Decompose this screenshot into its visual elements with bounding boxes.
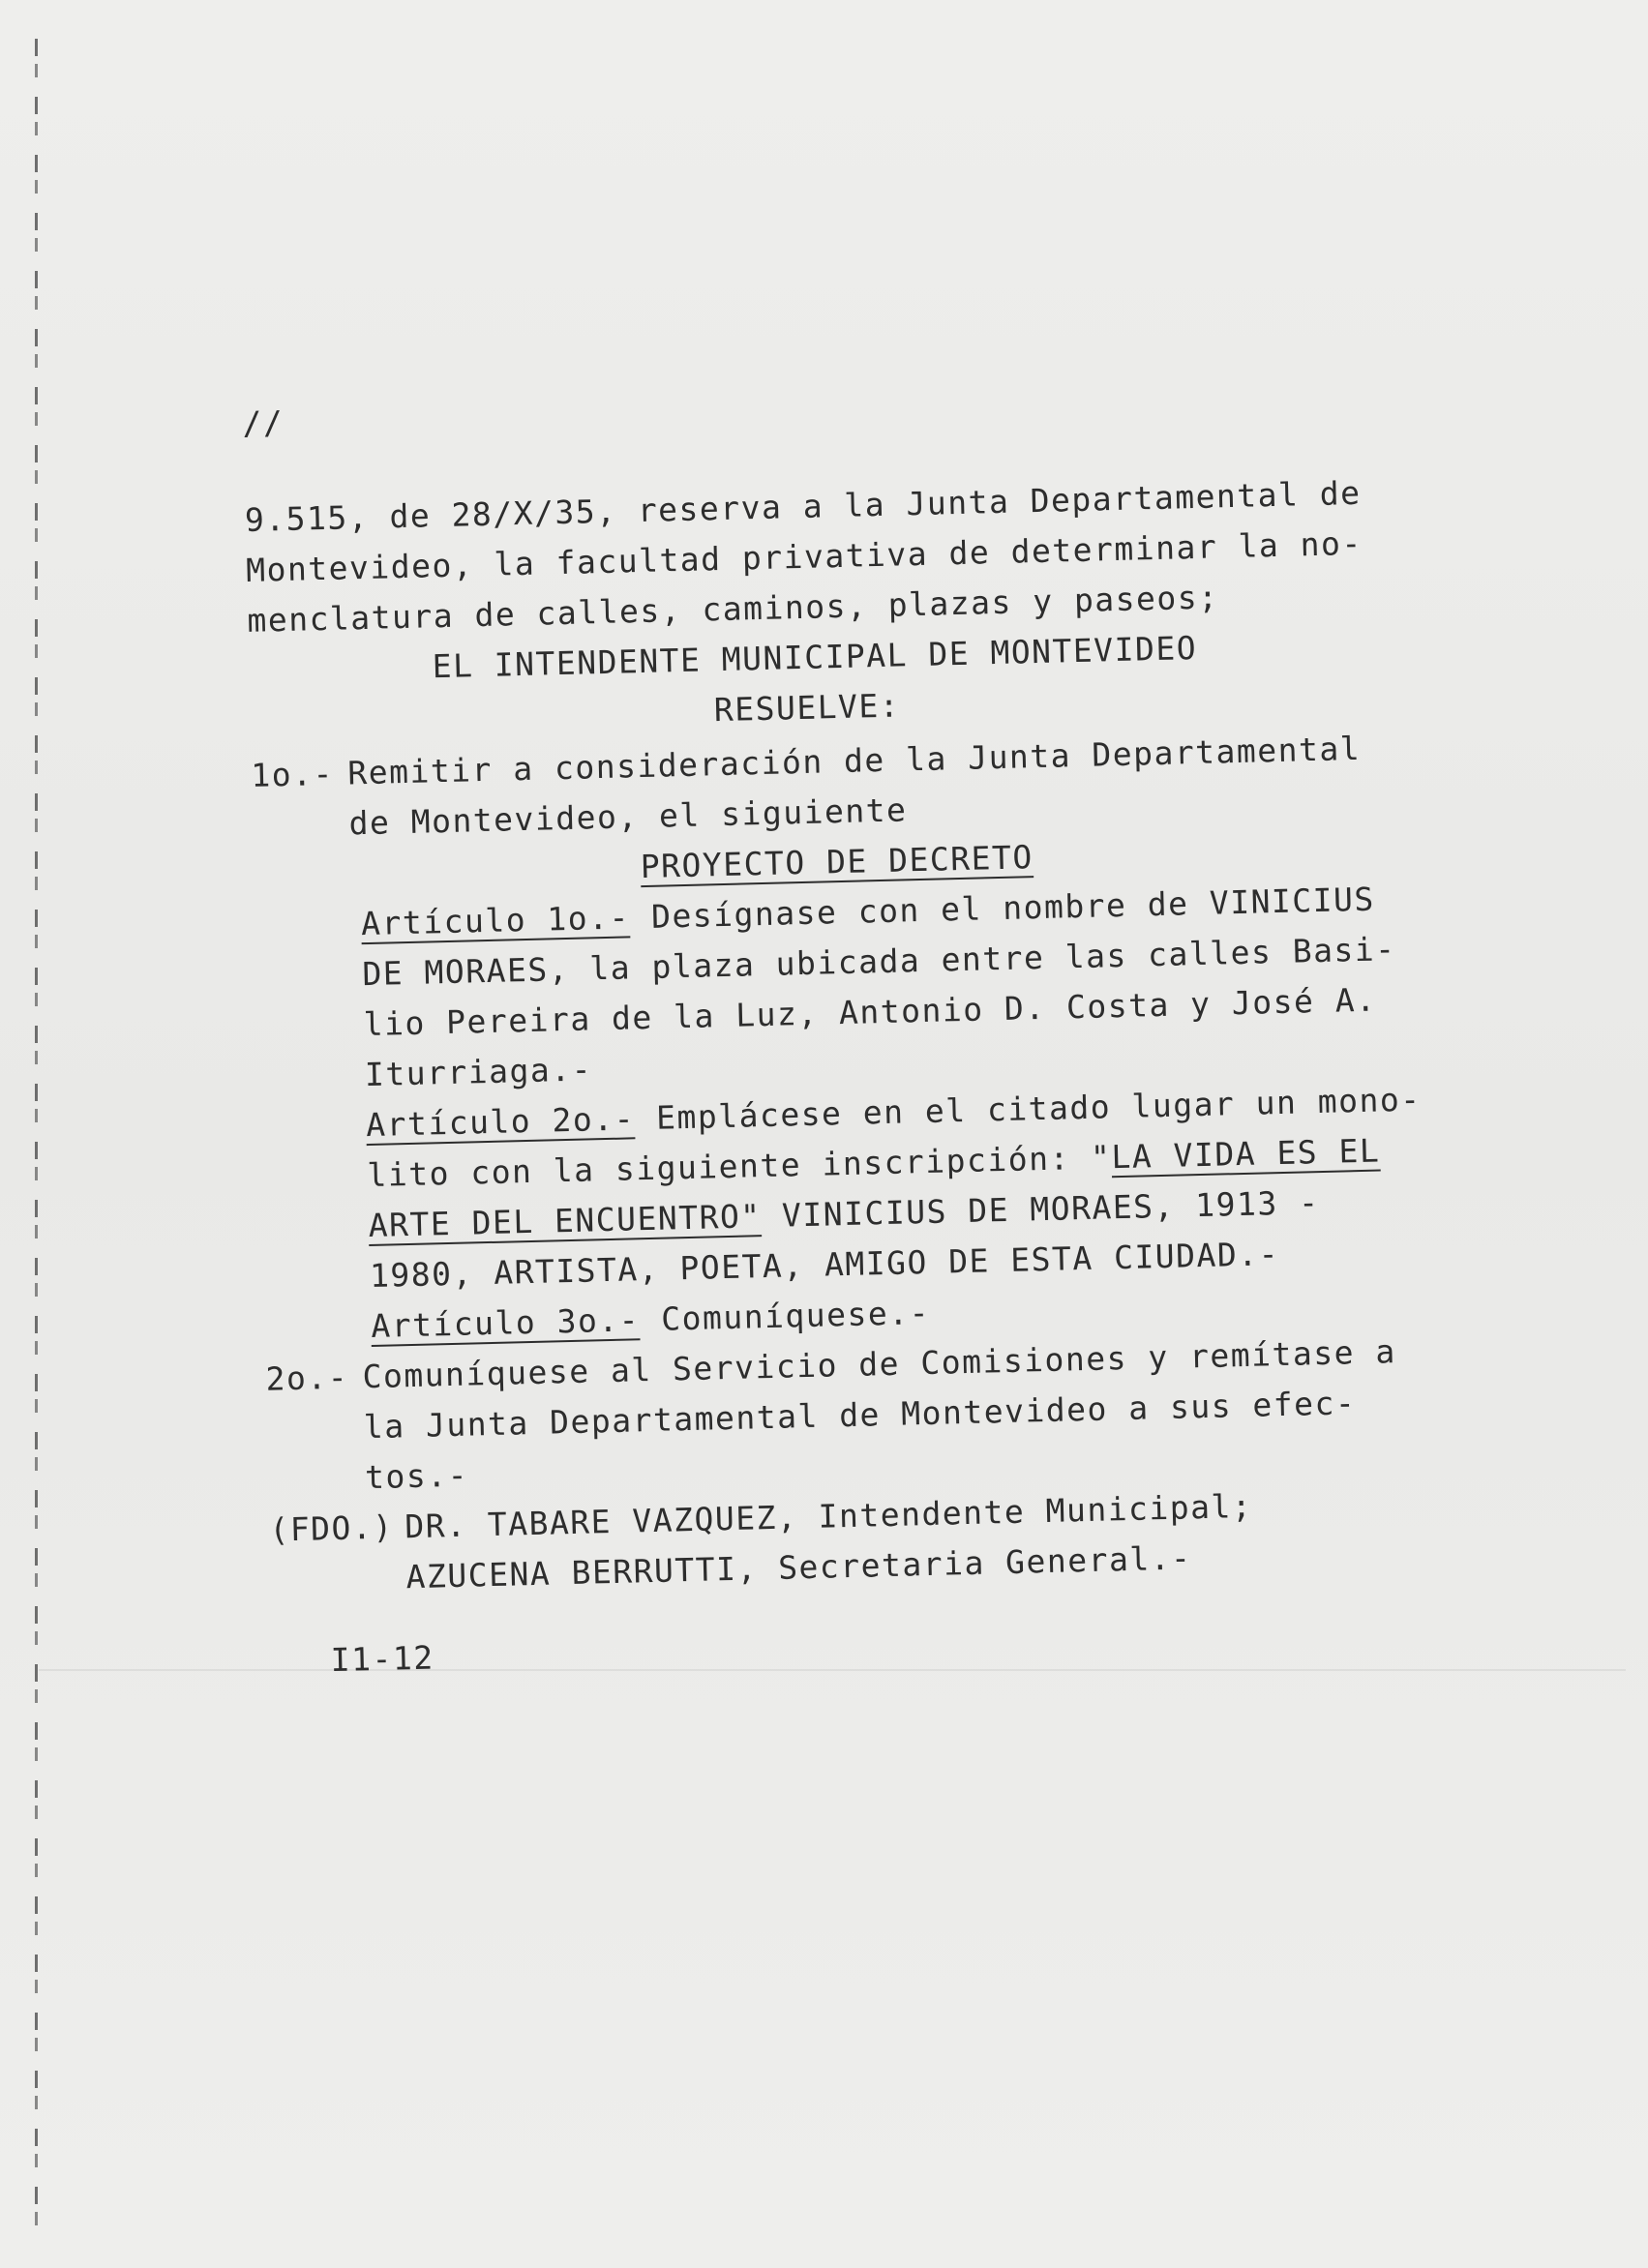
article-1-line-3: lio Pereira de la Luz, Antonio D. Costa y José A. xyxy=(363,980,1377,1044)
point-1-number: 1o.- xyxy=(250,754,335,794)
point-1-line-1: Remitir a consideración de la Junta Departamental xyxy=(346,729,1362,792)
inscription-part-1: LA VIDA ES EL xyxy=(1111,1131,1381,1177)
article-2-line-2-text: lito con la siguiente inscripción: " xyxy=(367,1138,1112,1195)
article-1-line-2: DE MORAES, la plaza ubicada entre las calles Basi- xyxy=(361,930,1396,994)
signatures-prefix: (FDO.) xyxy=(268,1507,395,1549)
article-1-line-1: Desígnase con el nombre de VINICIUS xyxy=(650,880,1376,936)
footer-reference: I1-12 xyxy=(330,1638,435,1680)
article-1-label: Artículo 1o.- xyxy=(360,898,631,943)
continuation-mark: // xyxy=(242,403,285,442)
preamble-line-1: 9.515, de 28/X/35, reserva a la Junta Departamental de xyxy=(244,473,1362,539)
signature-line-1: DR. TABARE VAZQUEZ, Intendente Municipal; xyxy=(404,1486,1253,1546)
resolves-heading: RESUELVE: xyxy=(713,686,901,730)
signature-line-2: AZUCENA BERRUTTI, Secretaria General.- xyxy=(405,1538,1192,1597)
point-1-line-2: de Montevideo, el siguiente xyxy=(348,791,908,843)
point-2-line-3: tos.- xyxy=(364,1455,469,1497)
point-2-number: 2o.- xyxy=(265,1358,349,1398)
point-2-line-2: la Junta Departamental de Montevideo a sus efec- xyxy=(363,1384,1357,1447)
article-3-label: Artículo 3o.- xyxy=(370,1300,641,1346)
decree-title: PROYECTO DE DECRETO xyxy=(640,838,1034,886)
preamble-line-3: menclatura de calles, caminos, plazas y paseos; xyxy=(246,578,1219,640)
fold-line xyxy=(39,1669,1626,1671)
preamble-line-2: Montevideo, la facultad privativa de determinar la no- xyxy=(245,523,1363,589)
article-2-line-1: Emplácese en el citado lugar un mono- xyxy=(655,1080,1422,1137)
authority-title: EL INTENDENTE MUNICIPAL DE MONTEVIDEO xyxy=(432,628,1198,686)
article-3-text: Comuníquese.- xyxy=(660,1293,931,1338)
perforated-edge xyxy=(35,39,38,2245)
article-2-line-4: 1980, ARTISTA, POETA, AMIGO DE ESTA CIUDAD.- xyxy=(369,1235,1280,1296)
article-2-line-3-text: VINICIUS DE MORAES, 1913 - xyxy=(761,1183,1320,1236)
article-2-label: Artículo 2o.- xyxy=(365,1099,636,1145)
article-1-line-4: Iturriaga.- xyxy=(364,1050,593,1094)
point-2-line-1: Comuníquese al Servicio de Comisiones y remítase a xyxy=(362,1332,1397,1396)
inscription-part-2: ARTE DEL ENCUENTRO" xyxy=(368,1197,763,1245)
